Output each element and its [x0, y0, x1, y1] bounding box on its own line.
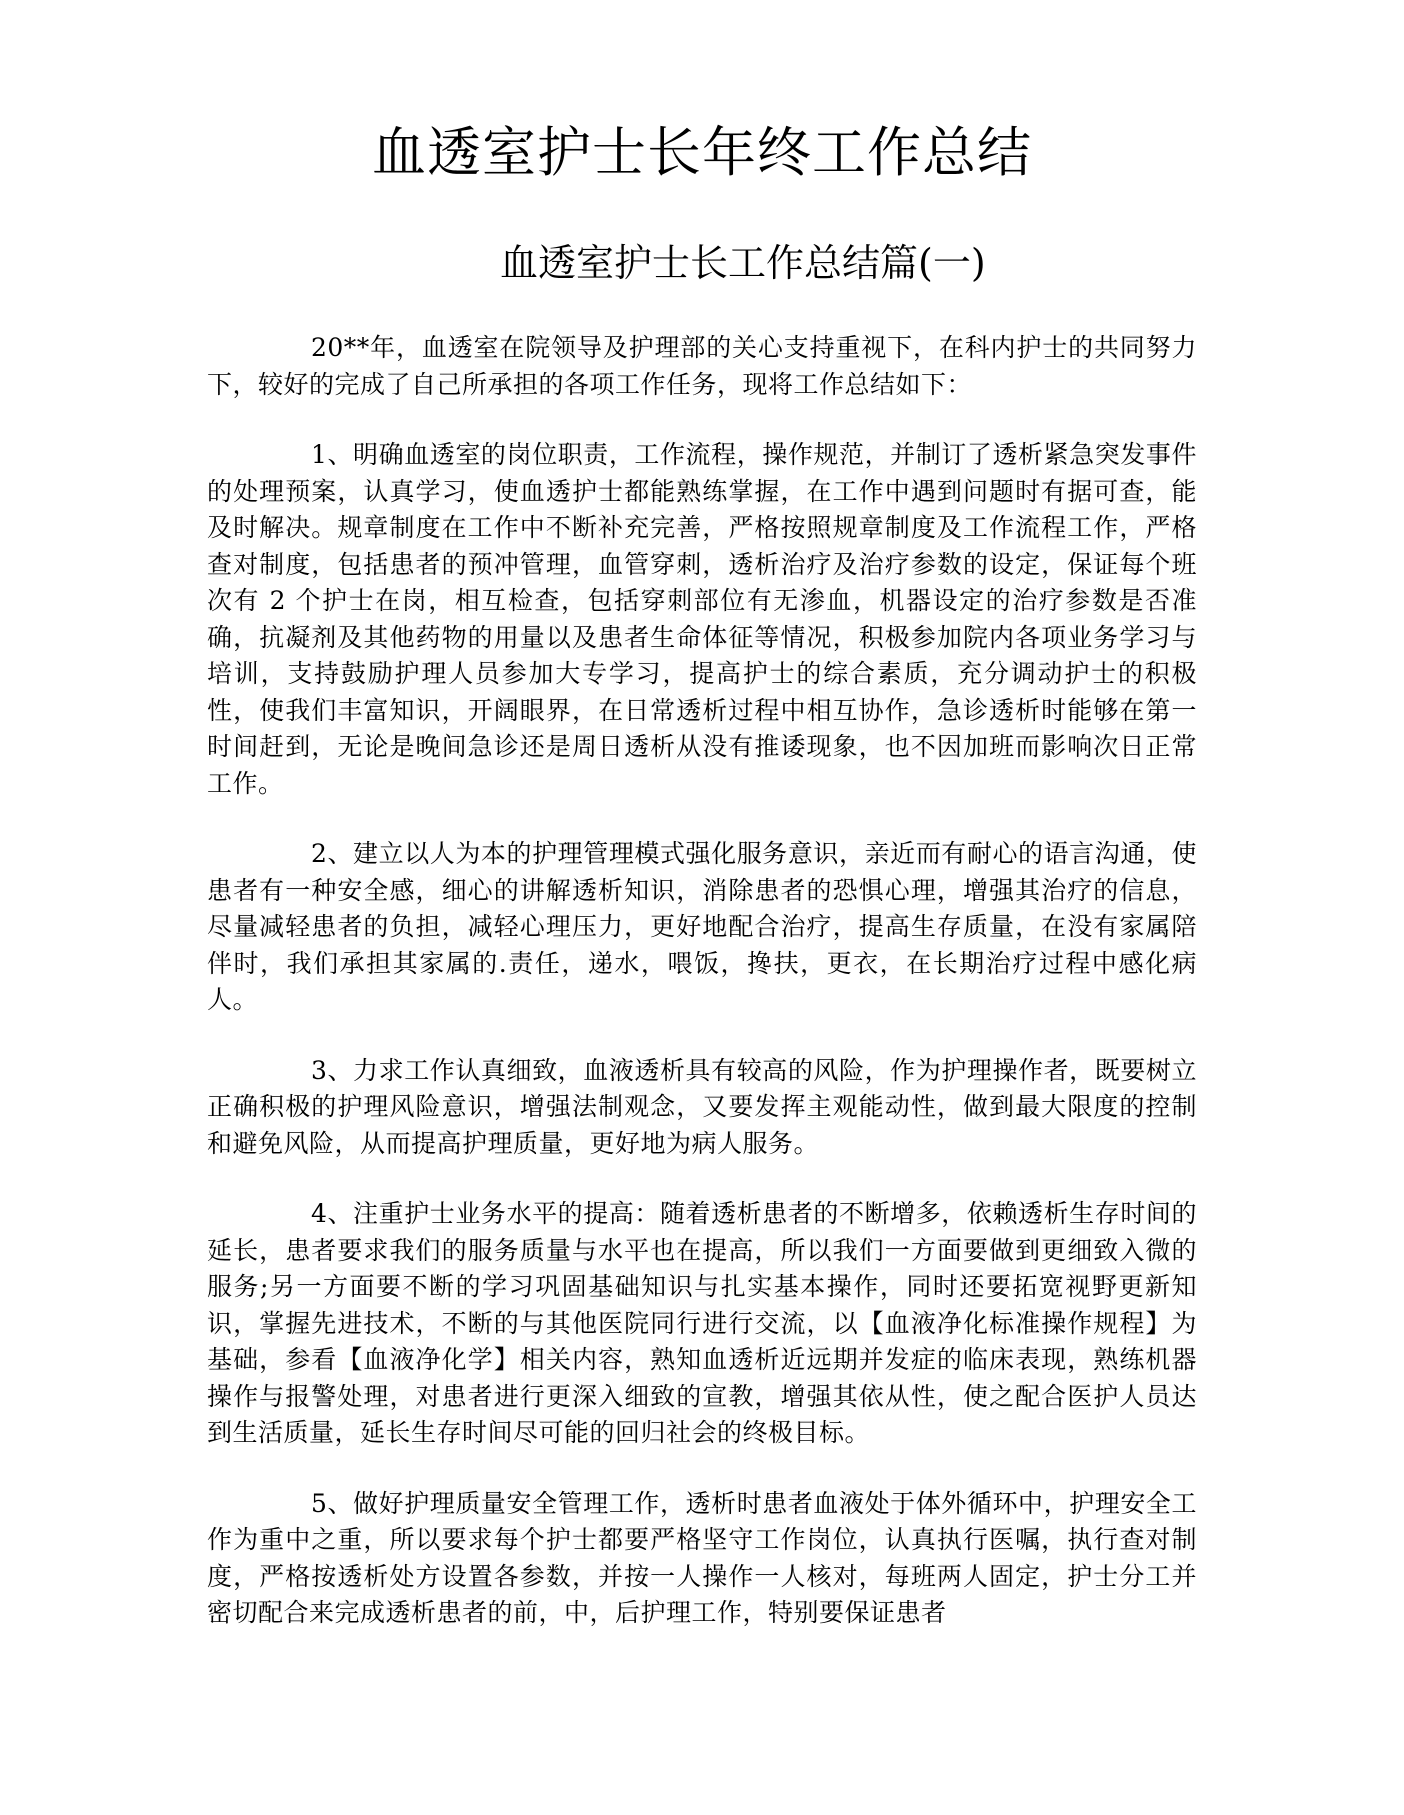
document-title: 血透室护士长年终工作总结 — [372, 121, 1032, 184]
document-subtitle: 血透室护士长工作总结篇(一) — [500, 241, 986, 285]
paragraph-item-1: 1、明确血透室的岗位职责，工作流程，操作规范，并制订了透析紧急突发事件的处理预案，认真学习，使血透护士都能熟练掌握，在工作中遇到问题时有据可查，能及时解决。规章制度在工作中不断补充完善，严格按照规章制度及工作流程工作，严格查对制度，包括患者的预冲管理，血管穿刺，透析治疗及治疗参数的设定，保证每个班次有 2 个护士在岗，相互检查，包括穿刺部位有无渗血，机器设定的治疗参数是否准确，抗凝剂及其他药物的用量以及患者生命体征等情况，积极参加院内各项业务学习与培训，支持鼓励护理人员参加大专学习，提高护士的综合素质，充分调动护士的积极性，使我们丰富知识，开阔眼界，在日常透析过程中相互协作，急诊透析时能够在第一时间赶到，无论是晚间急诊还是周日透析从没有推诿现象，也不因加班而影响次日正常工作。 — [207, 440, 1197, 798]
document-body — [207, 330, 1197, 1666]
paragraph-intro: 20**年，血透室在院领导及护理部的关心支持重视下，在科内护士的共同努力下，较好的完成了自己所承担的各项工作任务，现将工作总结如下： — [207, 333, 1197, 399]
paragraph-item-3: 3、力求工作认真细致，血液透析具有较高的风险，作为护理操作者，既要树立正确积极的护理风险意识，增强法制观念，又要发挥主观能动性，做到最大限度的控制和避免风险，从而提高护理质量，更好地为病人服务。 — [207, 1055, 1197, 1158]
paragraph-item-4: 4、注重护士业务水平的提高：随着透析患者的不断增多，依赖透析生存时间的延长，患者要求我们的服务质量与水平也在提高，所以我们一方面要做到更细致入微的服务;另一方面要不断的学习巩固基础知识与扎实基本操作，同时还要拓宽视野更新知识，掌握先进技术，不断的与其他医院同行进行交流，以【血液净化标准操作规程】为基础，参看【血液净化学】相关内容，熟知血透析近远期并发症的临床表现，熟练机器操作与报警处理，对患者进行更深入细致的宣教，增强其依从性，使之配合医护人员达到生活质量，延长生存时间尽可能的回归社会的终极目标。 — [207, 1199, 1197, 1447]
paragraph-item-2: 2、建立以人为本的护理管理模式强化服务意识，亲近而有耐心的语言沟通，使患者有一种安全感，细心的讲解透析知识，消除患者的恐惧心理，增强其治疗的信息，尽量减轻患者的负担，减轻心理压力，更好地配合治疗，提高生存质量，在没有家属陪伴时，我们承担其家属的.责任，递水，喂饭，搀扶，更衣，在长期治疗过程中感化病人。 — [207, 839, 1197, 1014]
paragraph-item-5: 5、做好护理质量安全管理工作，透析时患者血液处于体外循环中，护理安全工作为重中之重，所以要求每个护士都要严格坚守工作岗位，认真执行医嘱，执行查对制度，严格按透析处方设置各参数，并按一人操作一人核对，每班两人固定，护士分工并密切配合来完成透析患者的前，中，后护理工作，特别要保证患者 — [207, 1488, 1197, 1627]
